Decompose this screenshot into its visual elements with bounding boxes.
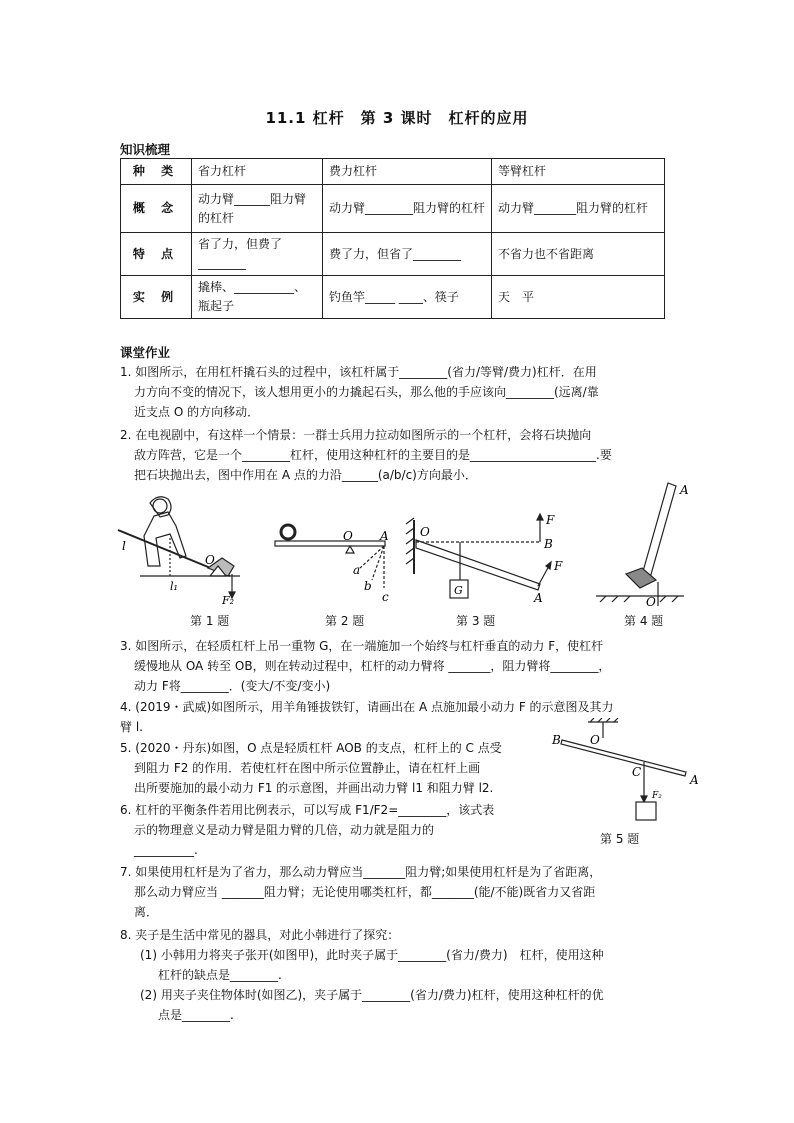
table-cell: 实 例 xyxy=(121,276,192,319)
fig1-label-f2: F₂ xyxy=(222,594,235,607)
question-line: 到阻力 F2 的作用．若使杠杆在图中所示位置静止，请在杠杆上画 xyxy=(134,761,481,775)
table-cell: 撬棒、__________、瓶起子 xyxy=(192,276,323,319)
question-line: 4. (2019・武威)如图所示，用羊角锤拔铁钉，请画出在 A 点施加最小动力 F 的示意图及其力 xyxy=(120,700,614,714)
question-line: 1. 如图所示，在用杠杆撬石头的过程中，该杠杆属于________(省力/等臂/费力)杠杆．在用 xyxy=(120,365,597,379)
question-line: 力方向不变的情况下，该人想用更小的力撬起石头，那么他的手应该向________(远离/靠 xyxy=(134,385,599,399)
caption-fig-2: 第 2 题 xyxy=(325,614,365,628)
question-8 xyxy=(120,925,680,1025)
question-line: 杠杆的缺点是________. xyxy=(158,968,282,982)
fig3-label-g: G xyxy=(454,584,463,597)
question-line: 示的物理意义是动力臂是阻力臂的几倍，动力就是阻力的 xyxy=(134,823,435,837)
page-title: 11.1 杠杆 第 3 课时 杠杆的应用 xyxy=(265,109,529,127)
fig3-label-f-side: F xyxy=(554,559,563,573)
question-line: (1) 小韩用力将夹子张开(如图甲)，此时夹子属于________(省力/费力) 杠杆，使用这种 xyxy=(140,948,604,962)
fig3-label-o: O xyxy=(420,525,430,539)
figure-5-wrapper xyxy=(548,718,708,848)
table-cell: 费了力，但省了________ xyxy=(323,233,492,276)
fig5-label-a: A xyxy=(690,773,699,787)
table-cell: 动力臂_______阻力臂的杠杆 xyxy=(492,185,665,233)
fig5-label-o: O xyxy=(590,733,600,747)
fig5-label-f2: F₂ xyxy=(652,791,662,801)
table-cell: 等臂杠杆 xyxy=(492,159,665,185)
fig5-label-c: C xyxy=(632,765,642,779)
figure-4 xyxy=(596,483,684,606)
caption-fig-1: 第 1 题 xyxy=(190,614,230,628)
table-row xyxy=(121,276,665,319)
question-line: 点是________. xyxy=(158,1008,234,1022)
fig5-label-b: B xyxy=(552,733,561,747)
question-3 xyxy=(120,636,680,696)
question-line: 7. 如果使用杠杆是为了省力，那么动力臂应当_______阻力臂;如果使用杠杆是为了省距离， xyxy=(120,865,602,879)
fig2-label-c-dir: c xyxy=(382,590,389,604)
table-row xyxy=(121,233,665,276)
table-cell: 费力杠杆 xyxy=(323,159,492,185)
table-row xyxy=(121,159,665,185)
caption-fig-3: 第 3 题 xyxy=(456,614,496,628)
question-line: 把石块抛出去，图中作用在 A 点的力沿______(a/b/c)方向最小． xyxy=(134,468,477,482)
question-line: (2) 用夹子夹住物体时(如图乙)，夹子属于________(省力/费力)杠杆，使用这种杠杆的优 xyxy=(140,988,604,1002)
table-cell: 省了力，但费了________ xyxy=(192,233,323,276)
question-line: 2. 在电视剧中，有这样一个情景：一群士兵用力拉动如图所示的一个杠杆，会将石块抛向 xyxy=(120,428,592,442)
table-cell: 钓鱼竿_____ ____、筷子 xyxy=(323,276,492,319)
table-row xyxy=(121,185,665,233)
question-line: 那么动力臂应当 _______阻力臂；无论使用哪类杠杆，都_______(能/不能)既省力又省距 xyxy=(134,885,596,899)
question-line: 缓慢地从 OA 转至 OB，则在转动过程中，杠杆的动力臂将 _______，阻力臂将________， xyxy=(134,659,611,673)
question-line: 出所要施加的最小动力 F1 的示意图，并画出动力臂 l1 和阻力臂 l2. xyxy=(134,781,494,795)
question-line: 敌方阵营，它是一个________杠杆，使用这种杠杆的主要目的是_____________________.要 xyxy=(134,448,612,462)
question-line: 近支点 O 的方向移动． xyxy=(134,405,260,419)
fig2-label-o: O xyxy=(343,529,353,543)
fig3-label-b: B xyxy=(544,537,553,551)
knowledge-table xyxy=(120,158,665,319)
question-line: 离． xyxy=(134,905,159,919)
figure-1 xyxy=(118,497,240,598)
question-line: 3. 如图所示，在轻质杠杆上吊一重物 G，在一端施加一个始终与杠杆垂直的动力 F，使杠杆 xyxy=(120,639,604,653)
figure-5 xyxy=(548,718,708,828)
fig1-label-o: O xyxy=(205,553,215,567)
figures-row xyxy=(110,478,690,633)
table-cell: 不省力也不省距离 xyxy=(492,233,665,276)
knowledge-heading: 知识梳理 xyxy=(120,142,171,157)
table-cell: 种 类 xyxy=(121,159,192,185)
fig2-label-b-dir: b xyxy=(364,579,372,593)
question-1 xyxy=(120,362,680,422)
caption-fig-5: 第 5 题 xyxy=(600,832,640,846)
fig2-label-a: A xyxy=(380,529,389,543)
fig4-label-a: A xyxy=(680,483,689,497)
question-line: 动力 F将________．(变大/不变/变小) xyxy=(134,679,331,693)
question-5 xyxy=(120,738,560,798)
question-2 xyxy=(120,425,680,485)
question-line: 5. (2020・丹东)如图，O 点是轻质杠杆 AOB 的支点，杠杆上的 C 点受 xyxy=(120,741,502,755)
table-cell: 动力臂______阻力臂的杠杆 xyxy=(192,185,323,233)
caption-fig-4: 第 4 题 xyxy=(624,614,664,628)
table-cell: 动力臂________阻力臂的杠杆 xyxy=(323,185,492,233)
table-cell: 特 点 xyxy=(121,233,192,276)
fig3-label-f-top: F xyxy=(546,513,555,527)
homework-heading: 课堂作业 xyxy=(120,345,171,360)
fig3-label-a: A xyxy=(534,591,543,605)
fig2-label-a-dir: a xyxy=(353,563,361,577)
question-6 xyxy=(120,800,560,860)
question-line: 臂 l. xyxy=(120,720,143,734)
question-line: 8. 夹子是生活中常见的器具，对此小韩进行了探究： xyxy=(120,928,400,942)
figures-svg xyxy=(110,478,690,608)
fig1-label-l: l xyxy=(122,539,126,553)
question-7 xyxy=(120,862,680,922)
fig1-label-l1: l₁ xyxy=(170,580,178,593)
question-line: 6. 杠杆的平衡条件若用比例表示，可以写成 F1/F2=________，该式表 xyxy=(120,803,495,817)
fig4-label-o: O xyxy=(646,595,656,608)
table-cell: 天 平 xyxy=(492,276,665,319)
table-cell: 概 念 xyxy=(121,185,192,233)
table-cell: 省力杠杆 xyxy=(192,159,323,185)
question-line: __________. xyxy=(134,843,198,857)
